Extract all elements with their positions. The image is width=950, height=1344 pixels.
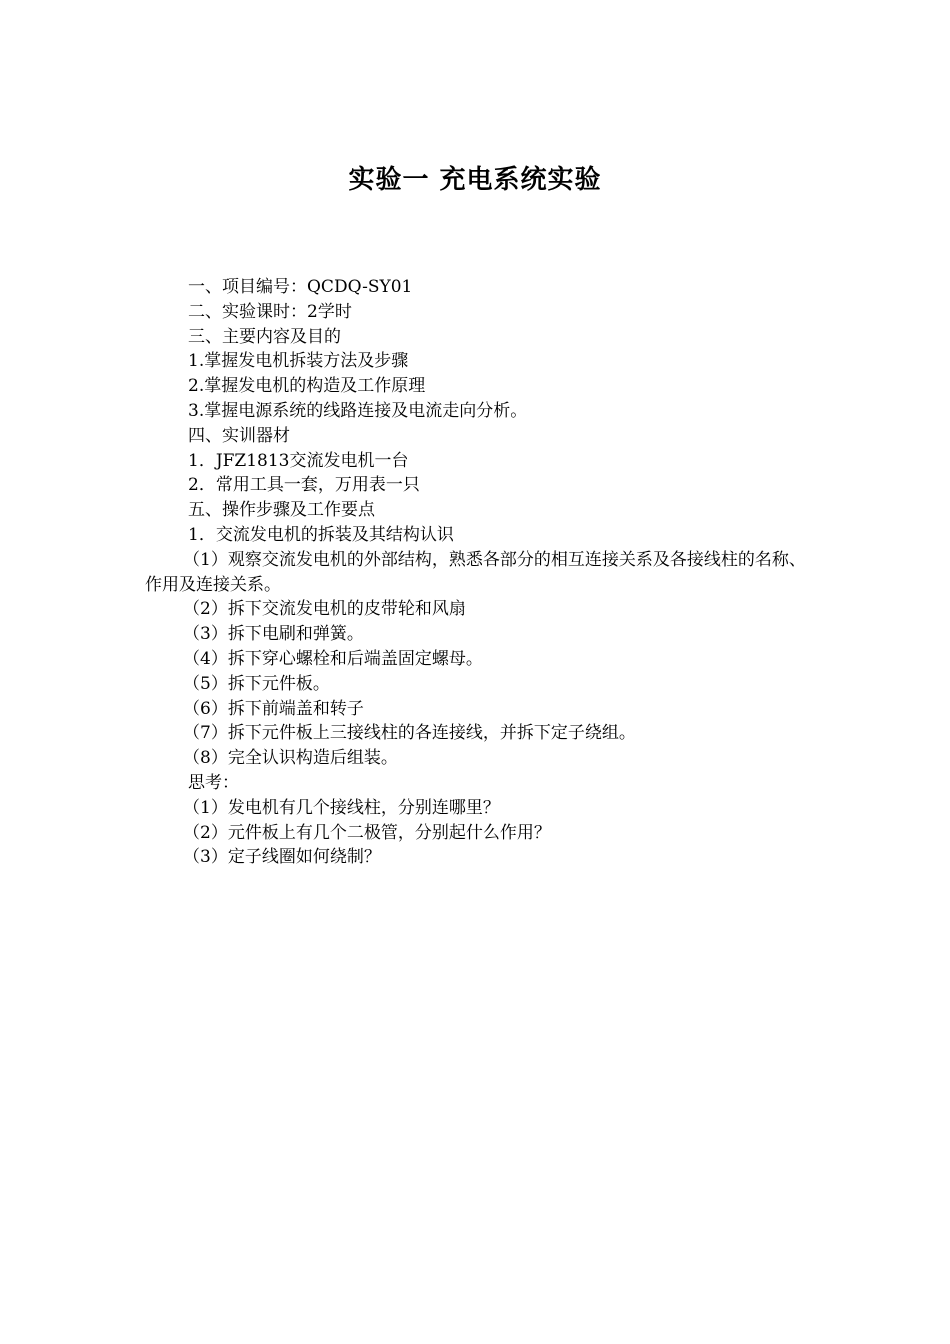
objective-item-3: 3.掌握电源系统的线路连接及电流走向分析。 [188, 400, 528, 421]
procedure-step-5: （5）拆下元件板。 [183, 673, 330, 694]
question-1: （1）发电机有几个接线柱，分别连哪里？ [183, 797, 500, 818]
questions-heading: 思考： [188, 772, 239, 793]
procedure-subheading: 1．交流发电机的拆装及其结构认识 [188, 524, 454, 545]
procedure-step-3: （3）拆下电刷和弹簧。 [183, 624, 364, 645]
procedure-step-7: （7）拆下元件板上三接线柱的各连接线，并拆下定子绕组。 [183, 723, 636, 744]
procedure-step-1: （1）观察交流发电机的外部结构，熟悉各部分的相互连接关系及各接线柱的名称、作用及连接关系。 [145, 549, 806, 595]
question-3: （3）定子线圈如何绕制？ [183, 847, 381, 868]
equipment-item-1: 1．JFZ1813交流发电机一台 [188, 450, 409, 471]
procedure-step-4: （4）拆下穿心螺栓和后端盖固定螺母。 [183, 648, 483, 669]
question-2: （2）元件板上有几个二极管，分别起什么作用？ [183, 822, 551, 843]
procedure-step-2: （2）拆下交流发电机的皮带轮和风扇 [183, 599, 466, 620]
procedure-step-8: （8）完全认识构造后组装。 [183, 748, 398, 769]
project-number-line: 一、项目编号：QCDQ-SY01 [188, 277, 413, 297]
page-title: 实验一 充电系统实验 [348, 165, 602, 195]
document-body [145, 275, 815, 870]
section-heading-content: 三、主要内容及目的 [188, 326, 341, 347]
class-hours-line: 二、实验课时：2学时 [188, 301, 352, 322]
procedure-step-6: （6）拆下前端盖和转子 [183, 698, 364, 719]
section-heading-procedure: 五、操作步骤及工作要点 [188, 500, 375, 521]
equipment-item-2: 2．常用工具一套，万用表一只 [188, 475, 420, 496]
section-heading-equipment: 四、实训器材 [188, 425, 290, 446]
objective-item-1: 1.掌握发电机拆装方法及步骤 [188, 351, 409, 372]
objective-item-2: 2.掌握发电机的构造及工作原理 [188, 376, 426, 397]
